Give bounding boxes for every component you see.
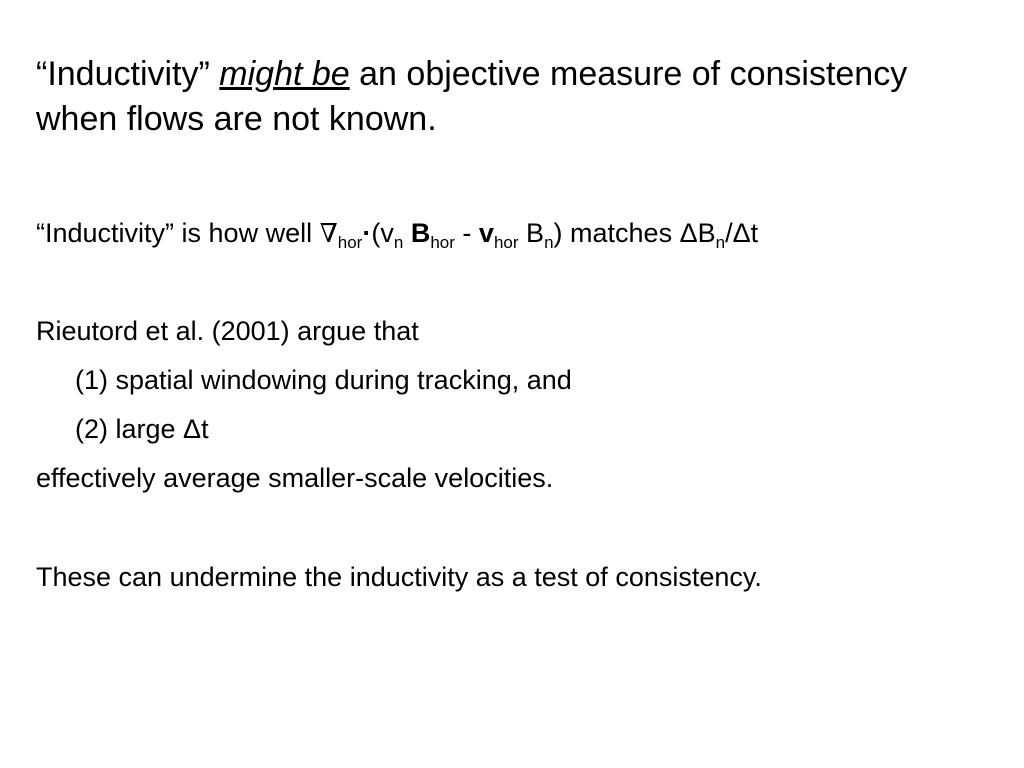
slide-heading	[36, 52, 976, 142]
v-bold-subscript: hor	[493, 233, 519, 252]
argument-conclusion: effectively average smaller-scale velocities.	[36, 463, 554, 493]
closing-statement: These can undermine the inductivity as a test of consistency.	[36, 562, 762, 592]
definition-lead: “Inductivity” is how well	[36, 218, 313, 248]
v-bold: v	[478, 218, 494, 248]
nabla-subscript: hor	[337, 233, 363, 252]
heading-prefix: “Inductivity”	[36, 55, 210, 93]
argument-item-2: (2) large Δt	[75, 414, 209, 444]
heading-suffix: an objective measure of consistency when flows are not known.	[36, 55, 908, 138]
bn-subscript: n	[544, 233, 554, 252]
inductivity-definition	[36, 216, 758, 251]
dot-operator: ·	[362, 218, 372, 248]
b-bold: B	[410, 218, 431, 248]
matches-delta-b: ) matches ΔB	[553, 218, 716, 248]
v-subscript: n	[393, 233, 404, 252]
over-delta-t: /Δt	[725, 218, 759, 248]
nabla-symbol: ∇	[319, 219, 338, 249]
minus-sign: -	[462, 218, 472, 248]
heading-emphasis: might be	[219, 55, 350, 93]
b-subscript: hor	[430, 233, 455, 252]
open-paren-v: (v	[371, 218, 394, 248]
bn-symbol: B	[526, 218, 545, 248]
argument-intro: Rieutord et al. (2001) argue that	[36, 316, 419, 346]
delta-b-subscript: n	[715, 233, 726, 252]
argument-item-1: (1) spatial windowing during tracking, and	[75, 365, 572, 395]
